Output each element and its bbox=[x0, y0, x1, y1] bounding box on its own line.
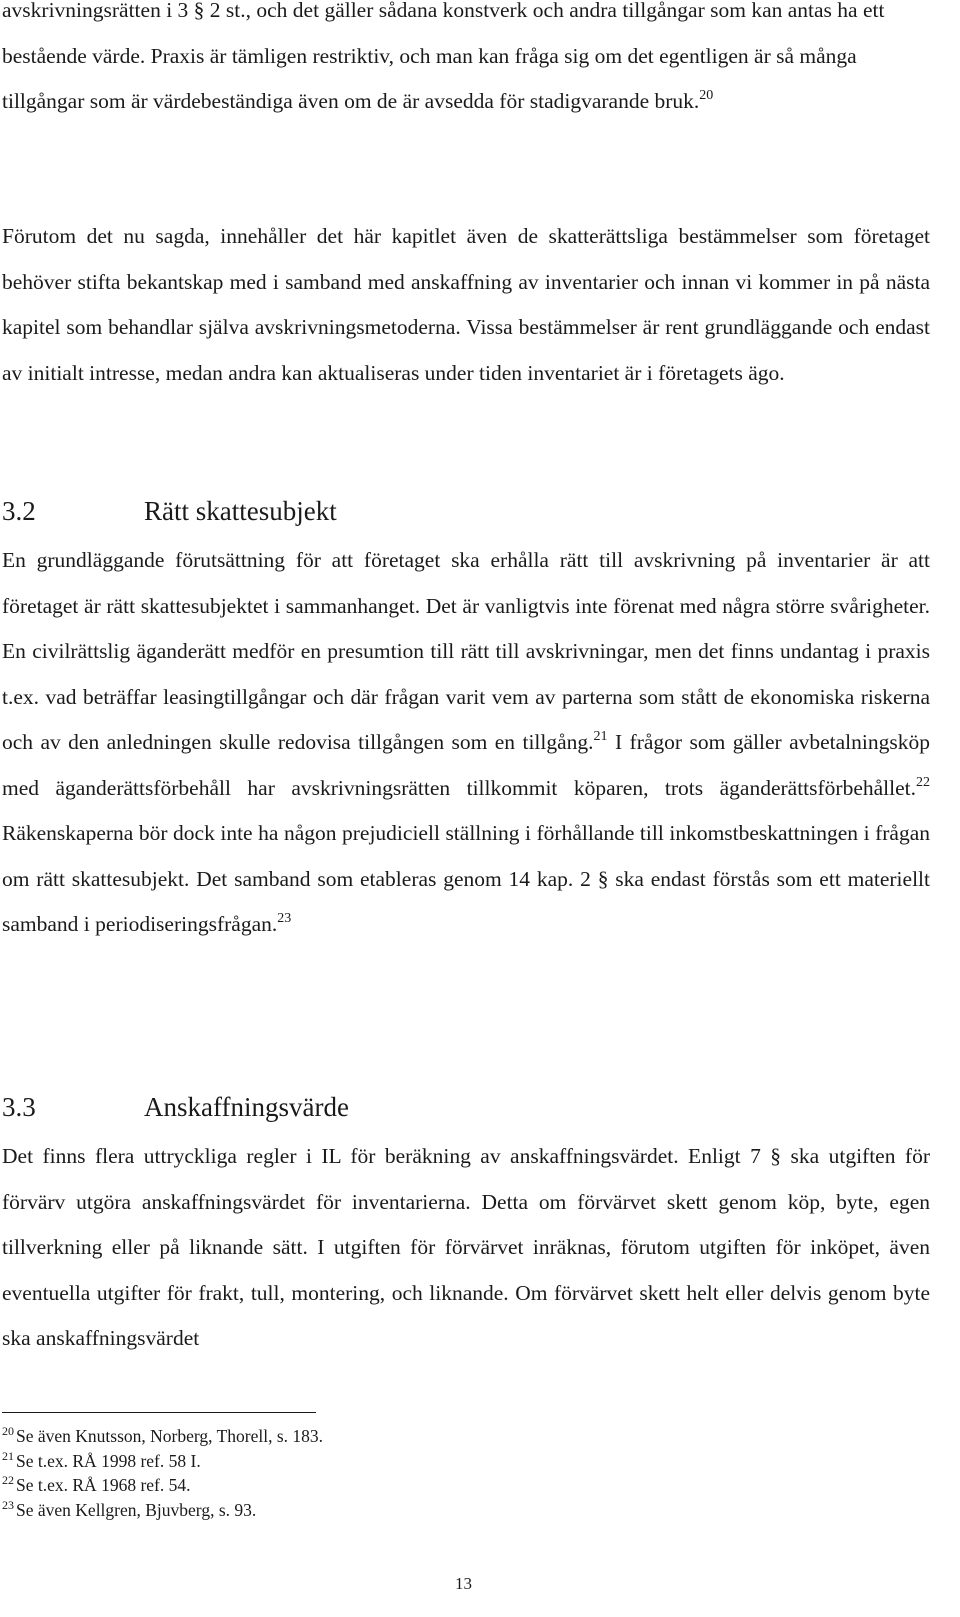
footnote-number: 22 bbox=[2, 1473, 14, 1487]
footnote-ref-20: 20 bbox=[699, 88, 714, 103]
footnote-20 bbox=[2, 1424, 323, 1449]
section-3-3-title: Anskaffningsvärde bbox=[144, 1092, 349, 1122]
section-3-2-heading bbox=[2, 494, 337, 528]
section-3-2-text-1: En grundläggande förutsättning för att företaget ska erhålla rätt till avskrivning på inventarier är att företaget är rätt skattesubjektet i sammanhanget. Det är vanligtvis inte förenat med några större svårigheter. En civilrättslig äganderätt medför en presumtion till rätt till avskrivningar, men det finns undantag i praxis t.ex. vad beträffar leasingtillgångar och där frågan varit vem av parterna som stått de ekonomiska riskerna och av den anledningen skulle redovisa tillgången som en tillgång. bbox=[2, 548, 930, 754]
page-number: 13 bbox=[455, 1574, 472, 1593]
footnote-ref-22: 22 bbox=[916, 774, 930, 790]
paragraph-1-text: avskrivningsrätten i 3 § 2 st., och det gäller sådana konstverk och andra tillgångar som kan antas ha ett bestående värde. Praxis är tämligen restriktiv, och man kan fråga sig om det egentligen är så många tillgångar som är värdebeständiga även om de är avsedda för stadigvarande bruk. bbox=[2, 0, 885, 113]
footnote-divider bbox=[2, 1412, 316, 1413]
paragraph-2: Förutom det nu sagda, innehåller det här kapitlet även de skatterättsliga bestämmelser som företaget behöver stifta bekantskap med i samband med anskaffning av inventarier och innan vi kommer in på nästa kapitel som behandlar själva avskrivningsmetoderna. Vissa bestämmelser är rent grundläggande och endast av initialt intresse, medan andra kan aktualiseras under tiden inventariet är i företagets ägo. bbox=[2, 224, 930, 385]
section-3-2-paragraph bbox=[2, 538, 930, 948]
section-3-3-heading bbox=[2, 1090, 349, 1124]
section-3-3-number: 3.3 bbox=[2, 1092, 36, 1122]
footnote-number: 21 bbox=[2, 1448, 14, 1463]
footnote-22 bbox=[2, 1473, 323, 1498]
footnote-21 bbox=[2, 1449, 323, 1474]
section-3-3-paragraph: Det finns flera uttryckliga regler i IL för beräkning av anskaffningsvärdet. Enligt 7 § ska utgiften för förvärv utgöra anskaffningsvärdet för inventarierna. Detta om förvärvet skett genom köp, byte, egen tillverkning eller på liknande sätt. I utgiften för förvärvet inräknas, förutom utgiften för inköpet, även eventuella utgifter för frakt, tull, montering, och liknande. Om förvärvet skett helt eller delvis genom byte ska anskaffningsvärdet bbox=[2, 1144, 930, 1350]
section-3-2-text-2: I frågor som gäller avbetalningsköp med äganderättsförbehåll har avskrivningsrätten tillkommit köparen, trots äganderättsförbehållet. bbox=[2, 730, 930, 800]
paragraph-1 bbox=[2, 0, 932, 125]
section-3-2-number: 3.2 bbox=[2, 496, 36, 526]
footnote-ref-23: 23 bbox=[277, 911, 292, 926]
footnote-text: Se även Knutsson, Norberg, Thorell, s. 183. bbox=[16, 1426, 324, 1446]
section-3-2-text-3: Räkenskaperna bör dock inte ha någon prejudiciell ställning i förhållande till inkomstbeskattningen i frågan om rätt skattesubjekt. Det samband som etableras genom 14 kap. 2 § ska endast förstås som ett materiellt samband i periodiseringsfrågan. bbox=[2, 821, 930, 936]
footnote-text: Se även Kellgren, Bjuvberg, s. 93. bbox=[16, 1499, 257, 1520]
footnote-number: 20 bbox=[2, 1424, 14, 1438]
footnote-ref-21: 21 bbox=[593, 729, 608, 744]
footnote-text: Se t.ex. RÅ 1998 ref. 58 I. bbox=[16, 1450, 201, 1471]
footnote-text: Se t.ex. RÅ 1968 ref. 54. bbox=[16, 1475, 191, 1495]
footnotes bbox=[2, 1424, 323, 1522]
footnote-23 bbox=[2, 1498, 323, 1523]
footnote-number: 23 bbox=[2, 1497, 14, 1512]
section-3-2-title: Rätt skattesubjekt bbox=[144, 496, 337, 526]
